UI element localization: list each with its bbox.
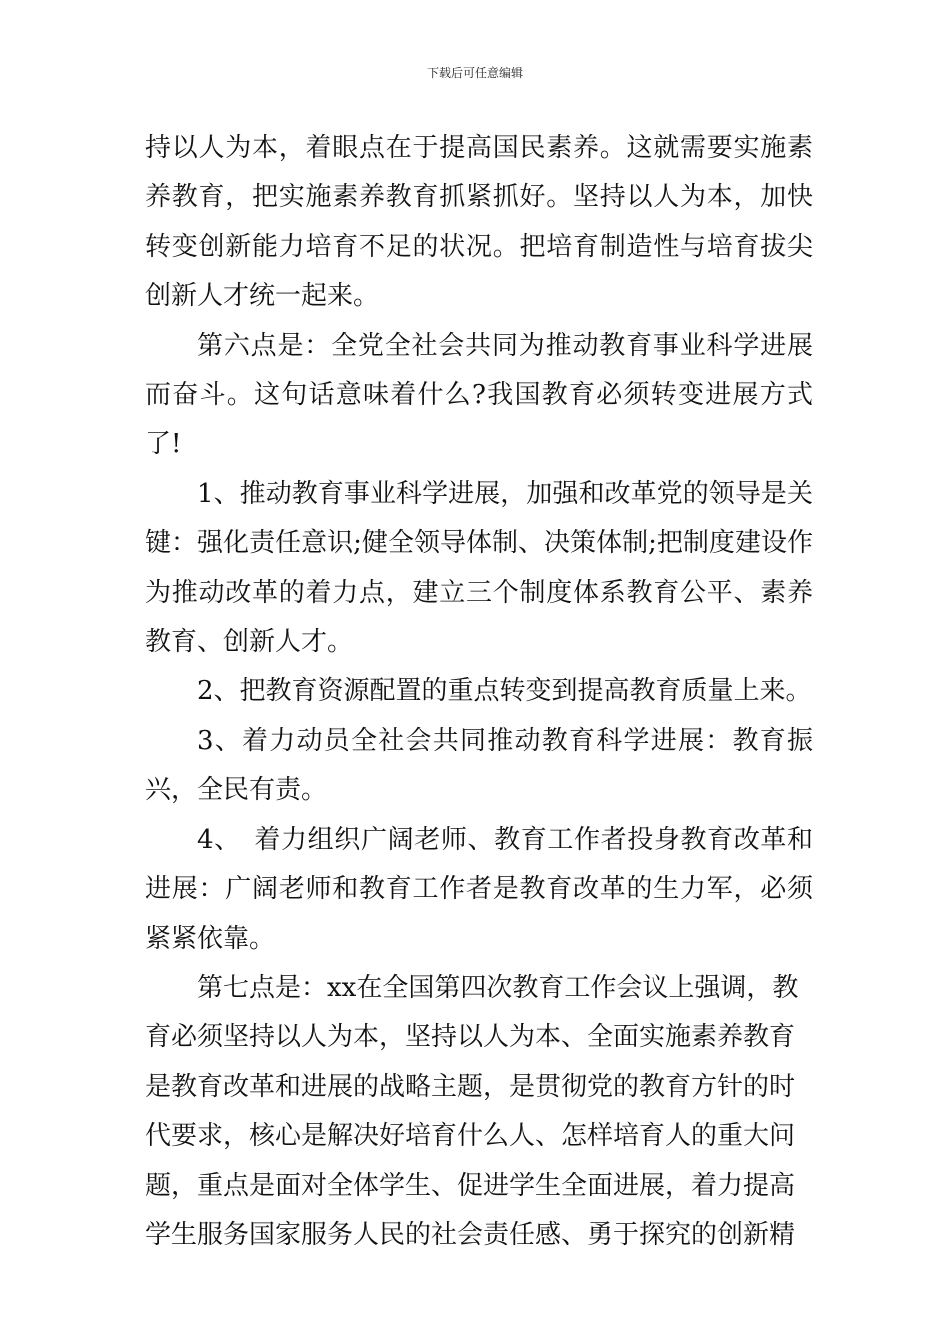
paragraph-4: 2、把教育资源配置的重点转变到提高教育质量上来。 <box>197 676 812 707</box>
paragraph-2: 第六点是：全党全社会共同为推动教育事业科学进展而奋斗。这句话意味着什么?我国教育必须转变进展方式了! <box>145 330 813 460</box>
document-body <box>145 124 813 1260</box>
paragraph-7: 第七点是：xx在全国第四次教育工作会议上强调，教育必须坚持以人为本，坚持以人为本、全面实施素养教育是教育改革和进展的战略主题，是贯彻党的教育方针的时代要求，核心是解决好培育什么人、怎样培育人的重大问题，重点是面对全体学生、促进学生全面进展，着力提高学生服务国家服务人民的社会责任感、勇于探究的创新精 <box>145 972 799 1250</box>
paragraph-1: 持以人为本，着眼点在于提高国民素养。这就需要实施素养教育，把实施素养教育抓紧抓好。坚持以人为本，加快转变创新能力培育不足的状况。把培育制造性与培育拔尖创新人才统一起来。 <box>145 133 813 312</box>
paragraph-5: 3、着力动员全社会共同推动教育科学进展：教育振兴，全民有责。 <box>145 725 813 806</box>
paragraph-3: 1、推动教育事业科学进展，加强和改革党的领导是关键：强化责任意识;健全领导体制、决策体制;把制度建设作为推动改革的着力点，建立三个制度体系教育公平、素养教育、创新人才。 <box>145 478 813 658</box>
paragraph-6: 4、 着力组织广阔老师、教育工作者投身教育改革和进展：广阔老师和教育工作者是教育改革的生力军，必须紧紧依靠。 <box>145 824 813 954</box>
page-header: 下载后可任意编辑 <box>426 66 523 80</box>
